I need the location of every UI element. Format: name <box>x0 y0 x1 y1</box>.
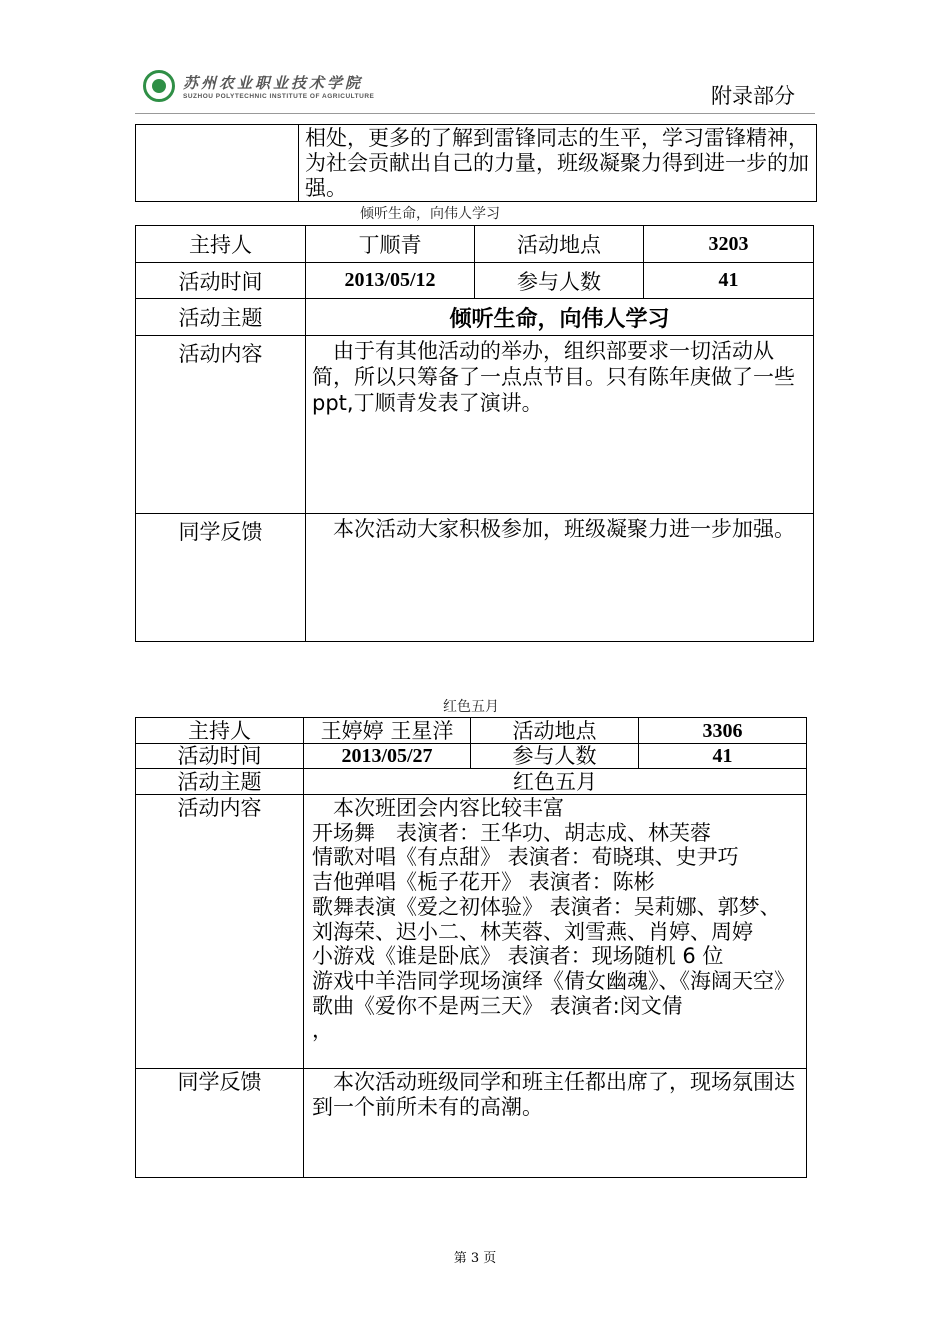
continued-table <box>135 124 817 202</box>
activity2-feedback-label: 同学反馈 <box>136 1069 304 1178</box>
content-line: 吉他弹唱《栀子花开》 表演者：陈彬 <box>312 870 655 895</box>
logo-english-name: SUZHOU POLYTECHNIC INSTITUTE OF AGRICULTURE <box>183 93 375 100</box>
content-line: 本次班团会内容比较丰富 <box>312 796 564 820</box>
activity2-host-value: 王婷婷 王星洋 <box>304 718 471 744</box>
activity1-feedback-label: 同学反馈 <box>136 514 306 642</box>
activity1-theme-label: 活动主题 <box>136 299 306 336</box>
activity1-host-label: 主持人 <box>136 226 306 263</box>
activity1-caption: 倾听生命，向伟人学习 <box>360 206 500 222</box>
activity1-content-label: 活动内容 <box>136 336 306 514</box>
activity2-time-value: 2013/05/27 <box>304 744 471 769</box>
institute-logo <box>143 70 374 102</box>
activity2-feedback-value: 本次活动班级同学和班主任都出席了，现场氛围达到一个前所未有的高潮。 <box>304 1069 807 1178</box>
logo-emblem-icon <box>143 70 175 102</box>
content-line: 游戏中羊浩同学现场演绎《倩女幽魂》、《海阔天空》 <box>312 968 795 993</box>
activity2-table <box>135 717 807 1178</box>
page-number: 第 3 页 <box>453 1251 497 1266</box>
activity2-theme-label: 活动主题 <box>136 769 304 795</box>
activity1-host-value: 丁顺青 <box>306 226 475 263</box>
header-divider <box>135 113 815 114</box>
activity2-theme-value: 红色五月 <box>304 769 807 795</box>
activity2-host-label: 主持人 <box>136 718 304 744</box>
activity1-table <box>135 225 814 642</box>
activity1-content-value: 由于有其他活动的举办，组织部要求一切活动从简，所以只筹备了一点点节目。只有陈年庚做了一些 ppt,丁顺青发表了演讲。 <box>306 336 814 514</box>
content-line: 歌曲《爱你不是两三天》 表演者:闵文倩 <box>312 993 683 1018</box>
content-line: 情歌对唱《有点甜》 表演者：荀晓琪、史尹巧 <box>312 845 739 870</box>
activity2-caption: 红色五月 <box>443 699 499 715</box>
activity2-location-value: 3306 <box>639 718 807 744</box>
activity1-time-value: 2013/05/12 <box>306 263 475 299</box>
activity1-participants-label: 参与人数 <box>475 263 644 299</box>
activity1-theme-value: 倾听生命，向伟人学习 <box>306 299 814 336</box>
content-line: 歌舞表演《爱之初体验》 表演者：吴莉娜、郭梦、刘海荣、迟小二、林芙蓉、刘雪燕、肖婷、周婷 <box>312 894 781 944</box>
activity1-feedback-value: 本次活动大家积极参加，班级凝聚力进一步加强。 <box>306 514 814 642</box>
continued-text: 相处，更多的了解到雷锋同志的生平，学习雷锋精神，为社会贡献出自己的力量，班级凝聚力得到进一步的加强。 <box>299 125 817 202</box>
activity2-location-label: 活动地点 <box>471 718 639 744</box>
activity1-participants-value: 41 <box>644 263 814 299</box>
activity1-location-label: 活动地点 <box>475 226 644 263</box>
section-title: 附录部分 <box>711 84 795 108</box>
content-line: 小游戏《谁是卧底》 表演者：现场随机 6 位 <box>312 944 724 969</box>
activity1-time-label: 活动时间 <box>136 263 306 299</box>
activity2-time-label: 活动时间 <box>136 744 304 769</box>
logo-chinese-name: 苏州农业职业技术学院 <box>183 74 364 92</box>
activity2-participants-label: 参与人数 <box>471 744 639 769</box>
content-line: ， <box>312 1018 333 1043</box>
content-line: 开场舞 表演者：王华功、胡志成、林芙蓉 <box>312 820 711 845</box>
continued-empty-cell <box>136 125 299 202</box>
activity1-location-value: 3203 <box>644 226 814 263</box>
activity2-content-label: 活动内容 <box>136 795 304 1069</box>
activity2-participants-value: 41 <box>639 744 807 769</box>
activity2-content-value <box>304 795 807 1069</box>
